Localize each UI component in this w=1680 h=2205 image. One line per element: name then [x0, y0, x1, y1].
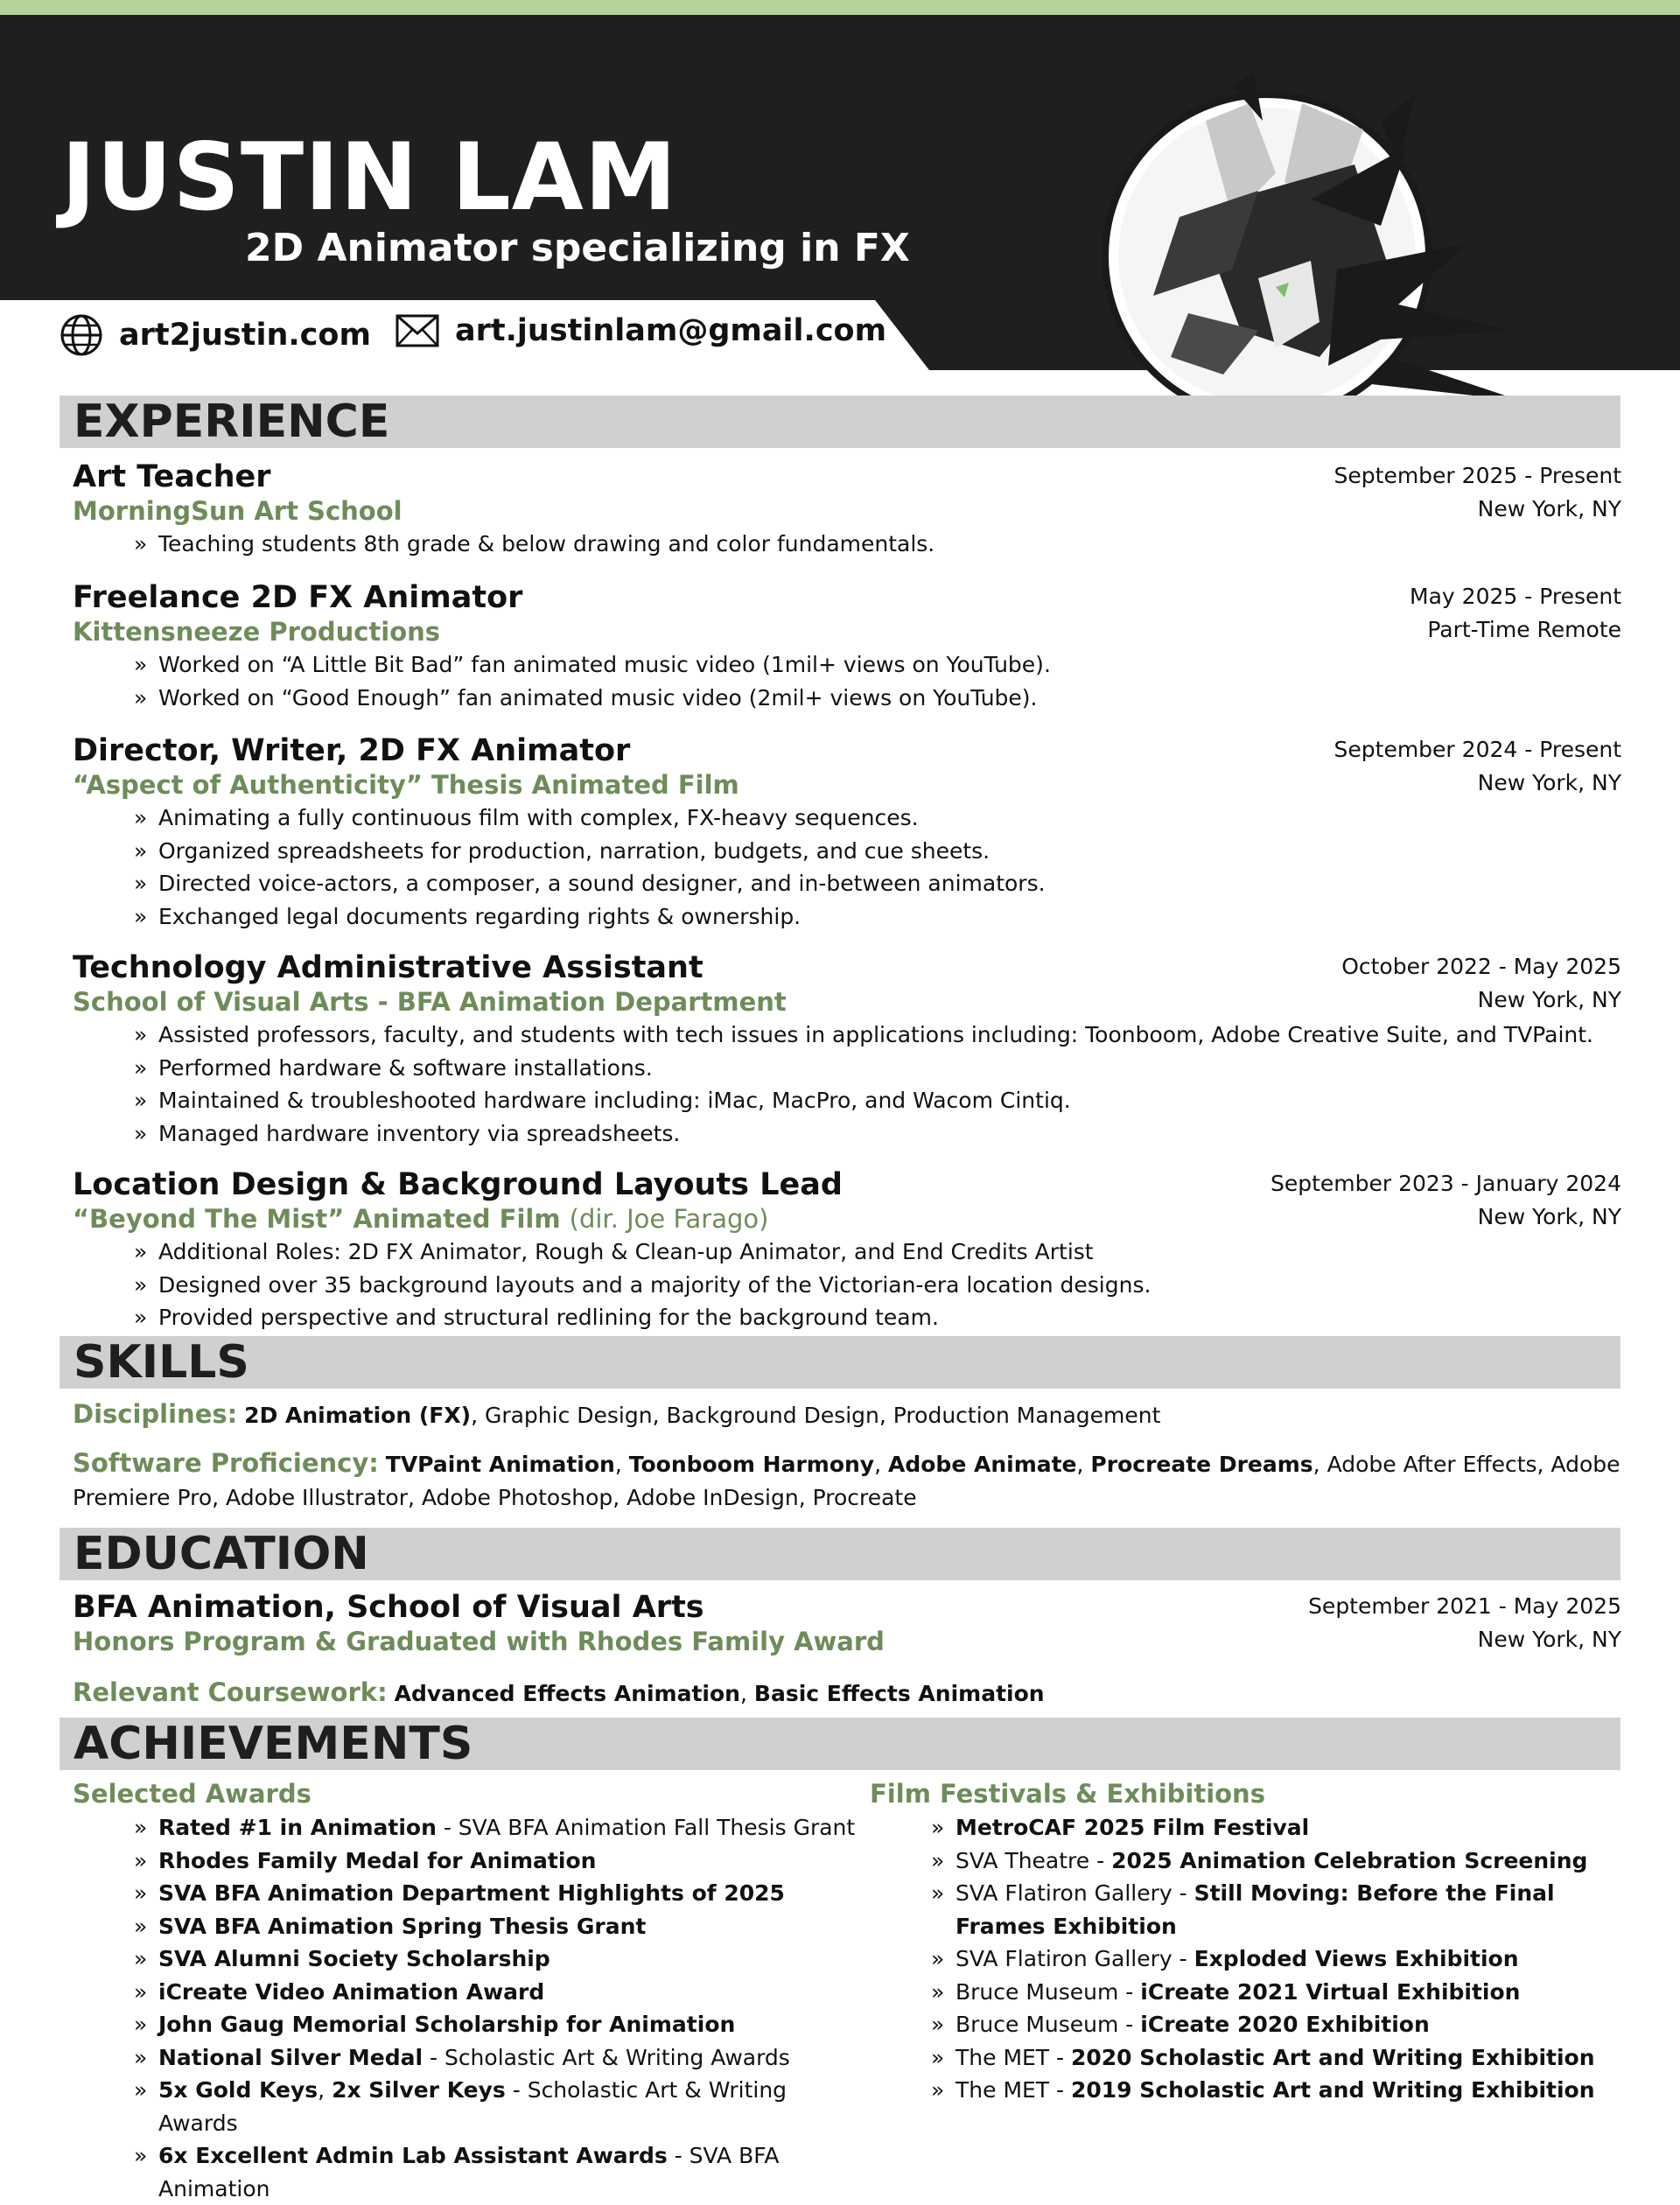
festival-item [931, 1942, 1622, 1976]
festival-item [931, 2074, 1622, 2107]
festival-title: MetroCAF 2025 Film Festival [956, 1815, 1310, 1840]
section-title: EDUCATION [74, 1528, 369, 1580]
software-bold: Adobe Animate [888, 1452, 1077, 1477]
festivals-list [870, 1811, 1622, 2107]
award-item [134, 2139, 860, 2205]
bullet-item: » Teaching students 8th grade & below drawing and color fundamentals. [134, 528, 1621, 561]
job-org: “Aspect of Authenticity” Thesis Animated Film [73, 770, 739, 800]
award-title: SVA BFA Animation Department Highlights of 2025 [158, 1880, 785, 1906]
contact-email[interactable] [396, 313, 886, 348]
job-meta [1334, 459, 1621, 526]
bullet-item: » Designed over 35 background layouts and a majority of the Victorian-era location designs. [134, 1269, 1621, 1302]
job-location: New York, NY [1477, 770, 1621, 795]
education-location: New York, NY [1477, 1627, 1621, 1652]
festival-venue: Bruce Museum - [956, 2012, 1141, 2037]
award-detail: - SVA BFA Animation [158, 2143, 780, 2202]
festival-item [931, 1877, 1622, 1942]
award-item [134, 2041, 860, 2075]
bullet-item: » Provided perspective and structural redlining for the background team. [134, 1301, 1621, 1334]
experience-entry [73, 1167, 1621, 1334]
disciplines-label: Disciplines: [73, 1399, 238, 1429]
separator: , [614, 1452, 629, 1477]
job-bullets [73, 648, 1621, 714]
award-title: National Silver Medal [158, 2044, 424, 2070]
bullet-item: » Additional Roles: 2D FX Animator, Rough & Clean-up Animator, and End Credits Artist [134, 1236, 1621, 1269]
award-title: iCreate Video Animation Award [158, 1978, 545, 2005]
coursework-item: Basic Effects Animation [753, 1681, 1045, 1706]
job-bullets [73, 1018, 1621, 1150]
festival-venue: Bruce Museum - [956, 1978, 1141, 2005]
degree-honors: Honors Program & Graduated with Rhodes Family Award [73, 1627, 885, 1656]
award-title: Rhodes Family Medal for Animation [158, 1847, 597, 1873]
job-dates: October 2022 - May 2025 [1341, 954, 1621, 979]
skills-software [73, 1446, 1621, 1515]
bullet-item: » Directed voice-actors, a composer, a sound designer, and in-between animators. [134, 867, 1621, 900]
award-detail: - Scholastic Art & Writing Awards [158, 2077, 788, 2136]
job-title: Location Design & Background Layouts Lead [73, 1167, 843, 1202]
festival-item [931, 1811, 1622, 1844]
awards-heading: Selected Awards [73, 1779, 312, 1809]
section-title: SKILLS [74, 1336, 249, 1389]
festival-item [931, 2041, 1622, 2075]
award-title: 2x Silver Keys [332, 2077, 506, 2103]
separator: , [1076, 1452, 1091, 1477]
coursework-item: Advanced Effects Animation [394, 1681, 740, 1706]
software-rest: , Adobe After Effects, Adobe Premiere Pro, Adobe Illustrator, Adobe Photoshop, Adobe InDesign, Procreate [73, 1452, 1620, 1510]
award-item [134, 2074, 860, 2139]
bullet-item: » Assisted professors, faculty, and students with tech issues in applications including: Toonboom, Adobe Creative Suite, and TVPaint. [134, 1018, 1621, 1052]
award-title: Rated #1 in Animation [158, 1815, 437, 1840]
mail-icon [396, 314, 439, 347]
job-title: Technology Administrative Assistant [73, 950, 704, 985]
software-bold: Toonboom Harmony [628, 1452, 875, 1477]
award-item [134, 1877, 860, 1910]
job-title: Freelance 2D FX Animator [73, 580, 523, 615]
award-detail: - Scholastic Art & Writing Awards [423, 2044, 790, 2070]
award-item [134, 1910, 860, 1943]
education-entry [73, 1590, 1621, 1658]
top-accent-stripe [0, 0, 1680, 15]
festival-title: 2019 Scholastic Art and Writing Exhibition [1071, 2077, 1595, 2103]
festival-title: 2025 Animation Celebration Screening [1111, 1847, 1588, 1873]
festival-venue: SVA Flatiron Gallery - [956, 1946, 1194, 1971]
job-location: New York, NY [1477, 1204, 1621, 1229]
award-detail: - SVA BFA Animation Fall Thesis Grant [436, 1815, 856, 1840]
resume-name: JUSTIN LAM [61, 123, 678, 231]
festival-venue: SVA Theatre - [956, 1847, 1112, 1873]
festival-item [931, 1844, 1622, 1878]
experience-entry [73, 580, 1621, 714]
website-link[interactable]: art2justin.com [119, 318, 371, 353]
job-org: MorningSun Art School [73, 496, 402, 526]
experience-section-header [60, 396, 1620, 448]
section-title: ACHIEVEMENTS [74, 1718, 473, 1770]
award-item [134, 1844, 860, 1878]
festival-venue: The MET - [956, 2077, 1071, 2103]
festival-item [931, 1976, 1622, 2009]
award-title: 6x Excellent Admin Lab Assistant Awards [158, 2143, 668, 2168]
bullet-item: » Worked on “A Little Bit Bad” fan animated music video (1mil+ views on YouTube). [134, 648, 1621, 682]
bullet-item: » Maintained & troubleshooted hardware including: iMac, MacPro, and Wacom Cintiq. [134, 1084, 1621, 1117]
coursework-label: Relevant Coursework: [73, 1677, 388, 1707]
software-label: Software Proficiency: [73, 1448, 379, 1478]
award-title: John Gaug Memorial Scholarship for Animation [158, 2012, 736, 2037]
award-title: 5x Gold Keys [158, 2077, 318, 2103]
separator: , [318, 2077, 332, 2103]
job-bullets [73, 1236, 1621, 1334]
experience-entry [73, 459, 1621, 561]
skills-section-header [60, 1336, 1620, 1389]
portrait-illustration [1101, 68, 1538, 444]
award-item [134, 1811, 860, 1844]
resume-subtitle: 2D Animator specializing in FX [245, 226, 910, 270]
contact-website[interactable] [60, 313, 371, 357]
separator: , [739, 1681, 754, 1706]
job-meta [1341, 950, 1621, 1017]
bullet-item: » Organized spreadsheets for production, narration, budgets, and cue sheets. [134, 835, 1621, 868]
job-org: Kittensneeze Productions [73, 617, 441, 647]
job-meta [1410, 580, 1621, 647]
software-bold: TVPaint Animation [385, 1452, 615, 1477]
skills-disciplines [73, 1397, 1621, 1432]
globe-icon [60, 313, 103, 357]
awards-column [73, 1776, 860, 2205]
job-title: Art Teacher [73, 459, 271, 494]
job-bullets [73, 802, 1621, 933]
bullet-item: » Worked on “Good Enough” fan animated music video (2mil+ views on YouTube). [134, 682, 1621, 715]
job-location: New York, NY [1477, 496, 1621, 522]
experience-entry [73, 950, 1621, 1150]
award-title: SVA BFA Animation Spring Thesis Grant [158, 1913, 647, 1939]
award-item [134, 2008, 860, 2041]
software-bold: Procreate Dreams [1090, 1452, 1313, 1477]
bullet-item: » Exchanged legal documents regarding rights & ownership. [134, 900, 1621, 934]
job-bullets [73, 528, 1621, 561]
disciplines-bold: 2D Animation (FX) [244, 1403, 472, 1428]
job-meta [1270, 1167, 1621, 1234]
festival-title: iCreate 2020 Exhibition [1140, 2012, 1430, 2037]
festival-title: iCreate 2021 Virtual Exhibition [1140, 1978, 1521, 2005]
festival-venue: The MET - [956, 2044, 1071, 2070]
festivals-heading: Film Festivals & Exhibitions [870, 1779, 1265, 1809]
separator: , [874, 1452, 888, 1477]
education-meta [1308, 1590, 1621, 1656]
festival-title: Still Moving: Before the Final Frames Exhibition [956, 1880, 1555, 1939]
achievements-section-header [60, 1718, 1620, 1770]
degree-title: BFA Animation, School of Visual Arts [73, 1590, 704, 1625]
awards-list [73, 1811, 860, 2205]
job-dates: May 2025 - Present [1410, 584, 1621, 609]
job-dates: September 2025 - Present [1334, 463, 1621, 488]
festivals-column [870, 1776, 1622, 2107]
award-item [134, 1942, 860, 1976]
education-dates: September 2021 - May 2025 [1308, 1593, 1621, 1619]
award-title: SVA Alumni Society Scholarship [158, 1946, 550, 1971]
relevant-coursework [73, 1676, 1621, 1711]
experience-entry [73, 733, 1621, 933]
award-item [134, 1976, 860, 2009]
job-title: Director, Writer, 2D FX Animator [73, 733, 631, 768]
job-org-note: (dir. Joe Farago) [569, 1204, 769, 1234]
festival-title: 2020 Scholastic Art and Writing Exhibition [1071, 2044, 1595, 2070]
education-section-header [60, 1528, 1620, 1580]
job-org: School of Visual Arts - BFA Animation Department [73, 987, 787, 1017]
bullet-item: » Performed hardware & software installations. [134, 1052, 1621, 1085]
job-dates: September 2024 - Present [1334, 737, 1621, 762]
job-meta [1334, 733, 1621, 800]
job-org-name: “Beyond The Mist” Animated Film [73, 1204, 561, 1234]
email-link[interactable]: art.justinlam@gmail.com [455, 313, 887, 348]
disciplines-rest: , Graphic Design, Background Design, Production Management [471, 1403, 1161, 1428]
festival-item [931, 2008, 1622, 2041]
bullet-item: » Animating a fully continuous film with complex, FX-heavy sequences. [134, 802, 1621, 835]
job-dates: September 2023 - January 2024 [1270, 1171, 1621, 1196]
festival-title: Exploded Views Exhibition [1194, 1946, 1519, 1971]
section-title: EXPERIENCE [74, 396, 390, 448]
bullet-item: » Managed hardware inventory via spreadsheets. [134, 1117, 1621, 1151]
job-location: Part-Time Remote [1427, 617, 1621, 642]
job-location: New York, NY [1477, 987, 1621, 1012]
festival-venue: SVA Flatiron Gallery - [956, 1880, 1194, 1906]
